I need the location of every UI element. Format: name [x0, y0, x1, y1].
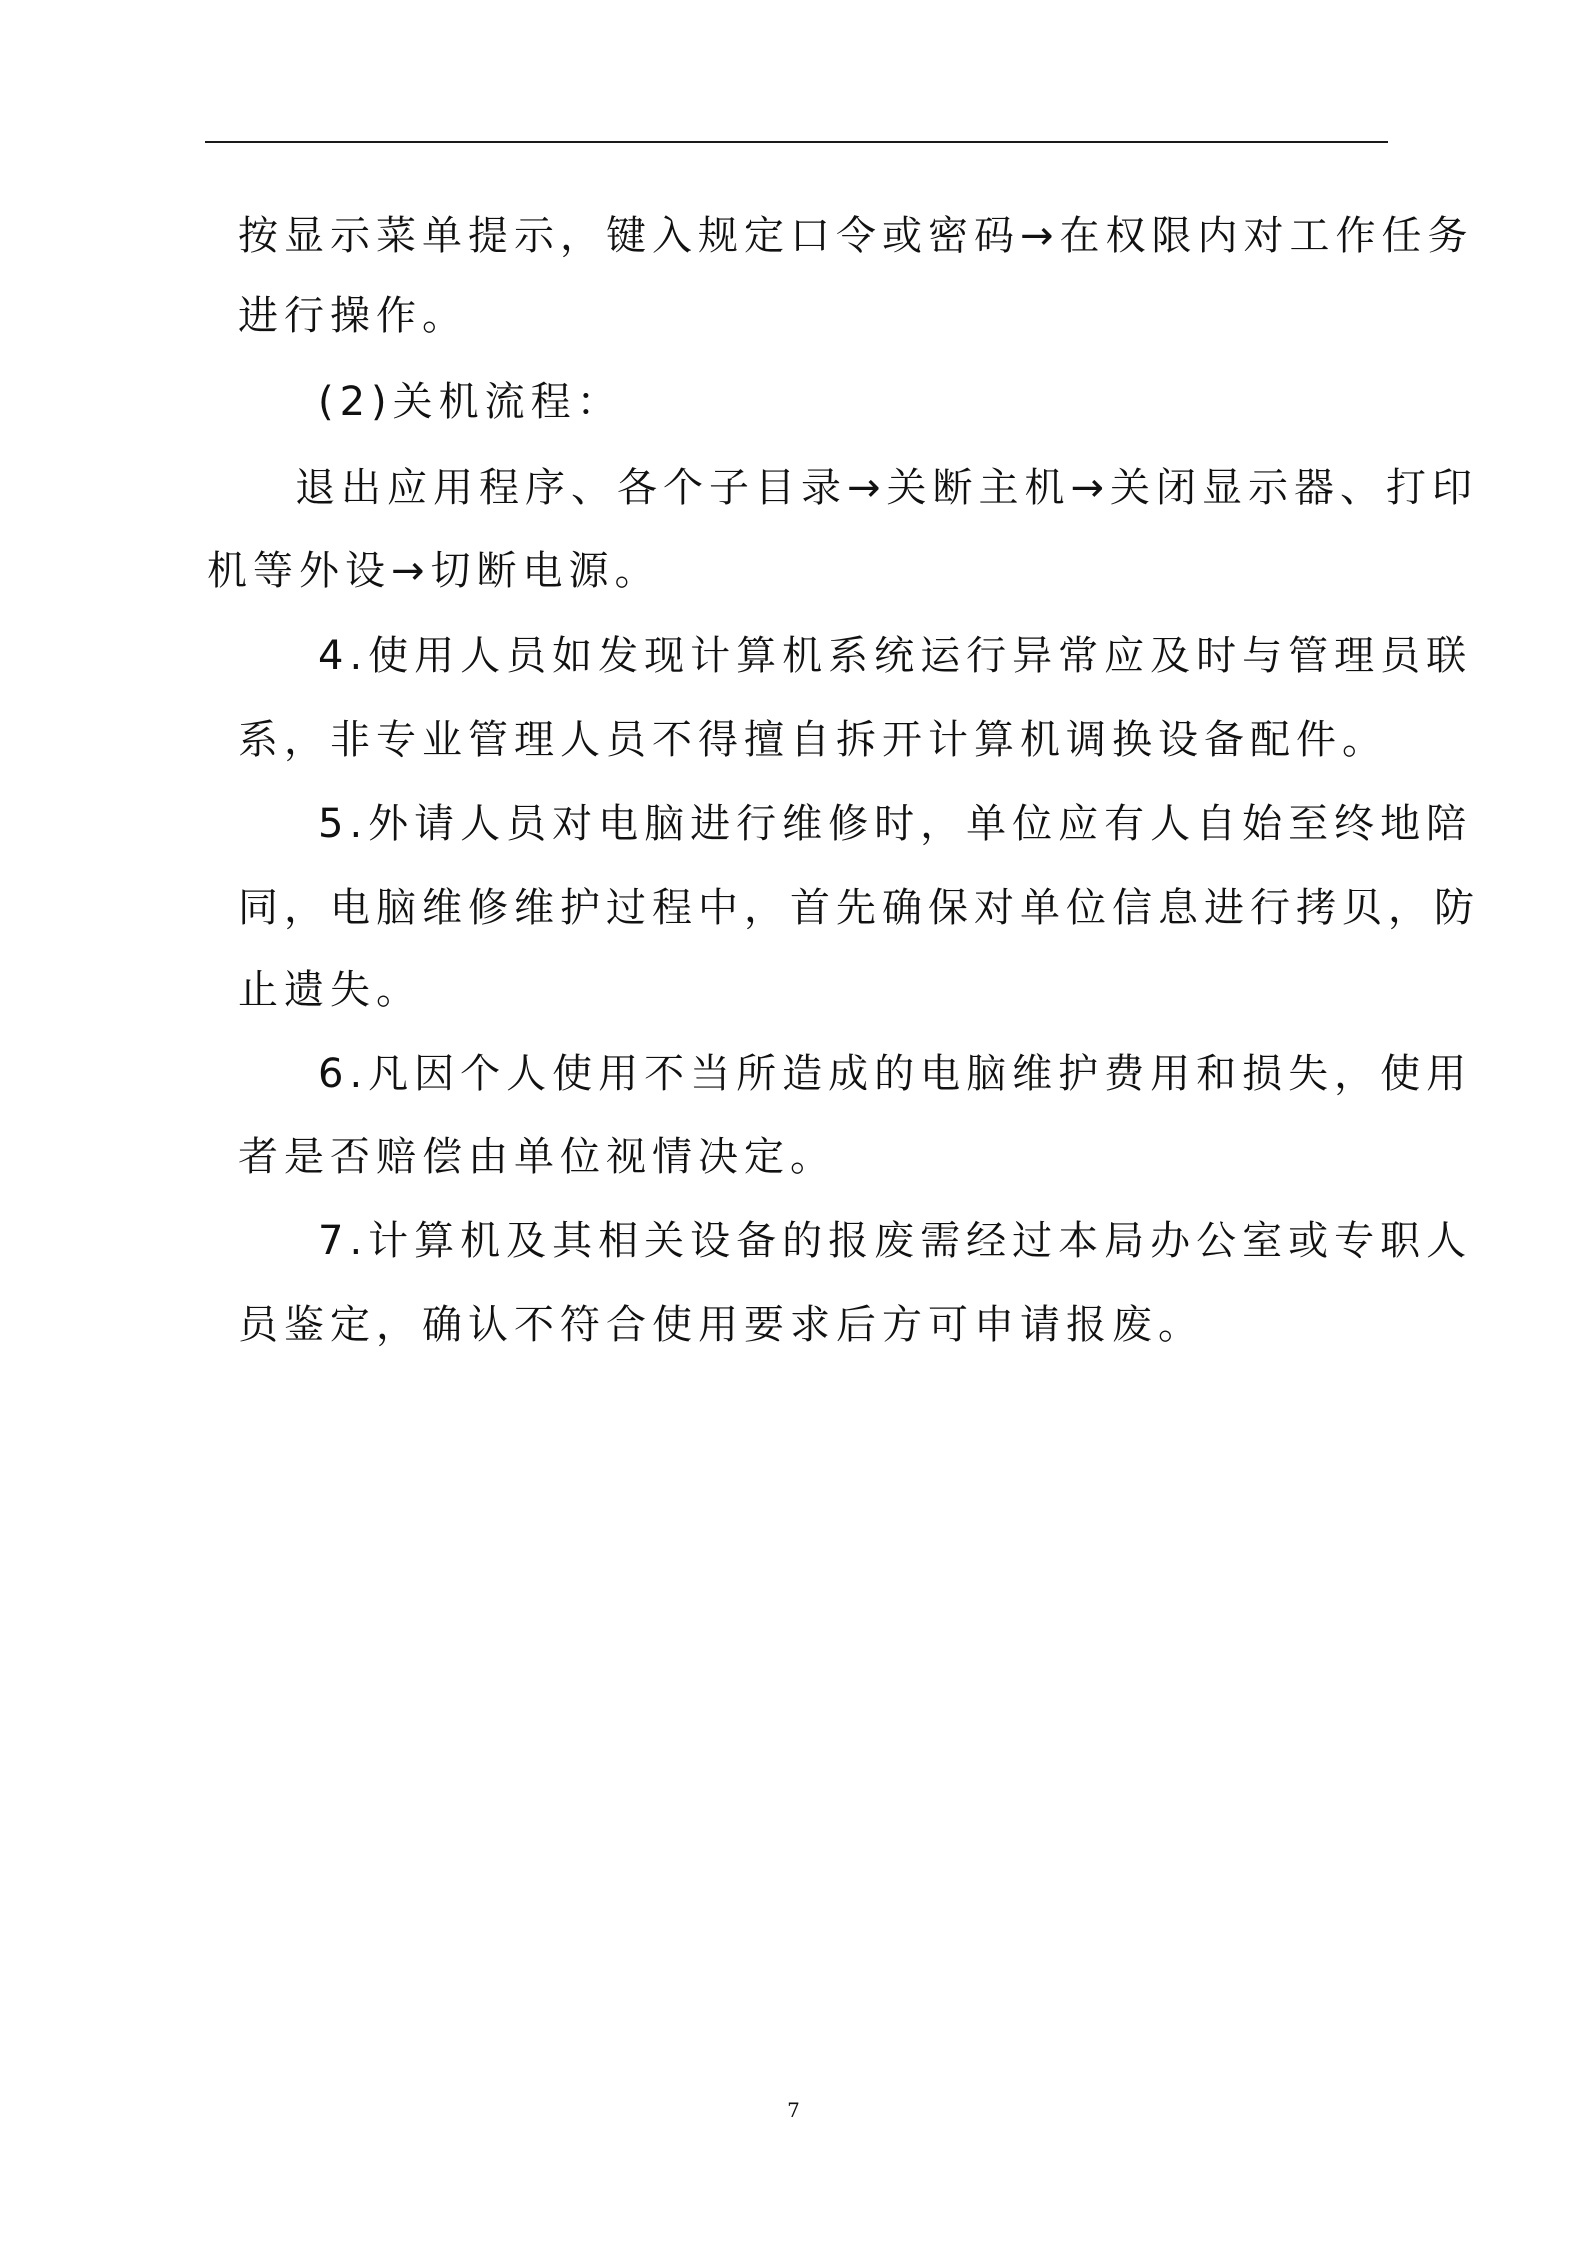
text-line: 进行操作。 — [238, 293, 468, 339]
text-line: 同，电脑维修维护过程中，首先确保对单位信息进行拷贝，防 — [238, 885, 1480, 931]
text-line: 4.使用人员如发现计算机系统运行异常应及时与管理员联 — [318, 633, 1473, 679]
text-line: 系，非专业管理人员不得擅自拆开计算机调换设备配件。 — [238, 717, 1388, 763]
text-line: 机等外设→切断电源。 — [207, 548, 661, 594]
text-line: 7.计算机及其相关设备的报废需经过本局办公室或专职人 — [318, 1218, 1473, 1264]
header-rule — [205, 141, 1388, 143]
text-line: 6.凡因个人使用不当所造成的电脑维护费用和损失，使用 — [318, 1051, 1473, 1097]
text-line: 退出应用程序、各个子目录→关断主机→关闭显示器、打印 — [295, 465, 1479, 511]
text-line: 5.外请人员对电脑进行维修时，单位应有人自始至终地陪 — [318, 801, 1473, 847]
text-line: 者是否赔偿由单位视情决定。 — [238, 1134, 836, 1180]
text-line: 员鉴定，确认不符合使用要求后方可申请报废。 — [238, 1302, 1204, 1348]
page-number: 7 — [787, 2098, 800, 2122]
text-line: 止遗失。 — [238, 967, 422, 1013]
text-line: (2)关机流程： — [318, 379, 623, 425]
text-line: 按显示菜单提示，键入规定口令或密码→在权限内对工作任务 — [238, 213, 1474, 259]
